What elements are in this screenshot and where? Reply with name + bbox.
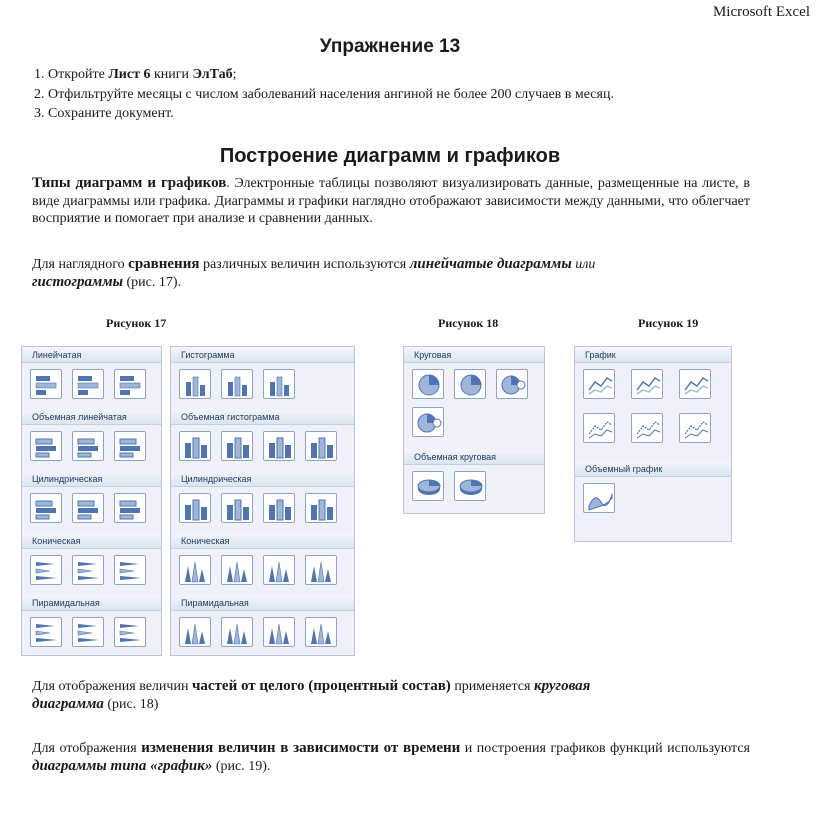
step-1: 1. Откройте Лист 6 книги ЭлТаб; [34,67,237,82]
fig18-pie-group-label: Круговая [404,347,544,363]
fig17-bar-bar-chart-icon[interactable] [30,369,62,399]
fig17-bar-bar-chart-icon[interactable] [72,369,104,399]
fig18-pie-pie3d-chart-icon[interactable] [454,471,486,501]
figure-19-caption: Рисунок 19 [638,316,699,330]
paragraph-line: Для отображения изменения величин в зависимости от времени и построения графиков функций используются диаграммы типа «график» (рис. 19). [32,740,750,774]
fig17-column-col3-chart-icon[interactable] [221,493,253,523]
fig19-line-group-label: Объемный график [575,461,731,477]
fig17-column-col3-chart-icon[interactable] [221,431,253,461]
fig17-bar-bar3-chart-icon[interactable] [114,493,146,523]
fig17-column-cone-chart-icon[interactable] [179,617,211,647]
fig17-bar-cone-h-chart-icon[interactable] [30,617,62,647]
fig17-bar-group-label: Пирамидальная [22,595,161,611]
paragraph-comparison: Для наглядного сравнения различных величин используются линейчатые диаграммы или гистограммы (рис. 17). [32,256,596,290]
fig17-bar-cone-h-chart-icon[interactable] [72,617,104,647]
fig17-column-cone-chart-icon[interactable] [263,555,295,585]
fig17-bar-bar3-chart-icon[interactable] [72,493,104,523]
fig17-bar-cone-h-chart-icon[interactable] [30,555,62,585]
fig17-bar-group-label: Линейчатая [22,347,161,363]
fig17-bar-bar3-chart-icon[interactable] [114,431,146,461]
fig17-bar-group-label: Объемная линейчатая [22,409,161,425]
figure-17-caption: Рисунок 17 [106,316,167,330]
fig17-column-cone-chart-icon[interactable] [221,555,253,585]
fig17-column-cone-chart-icon[interactable] [263,617,295,647]
fig18-pie-pie-chart-icon[interactable] [412,369,444,399]
fig17-column-group-label: Коническая [171,533,354,549]
fig17-column-col-chart-icon[interactable] [221,369,253,399]
fig17-column-cone-chart-icon[interactable] [179,555,211,585]
fig19-line-linem-chart-icon[interactable] [679,413,711,443]
fig17-bar-cone-h-chart-icon[interactable] [114,617,146,647]
fig19-line-line-chart-icon[interactable] [631,369,663,399]
paragraph-pie: Для отображения величин частей от целого (процентный состав) применяется круговая диаграмма (рис. 18) [32,678,591,712]
fig19-line-linem-chart-icon[interactable] [631,413,663,443]
figure-17-bar-panel [21,346,162,656]
fig17-column-col-chart-icon[interactable] [179,369,211,399]
fig17-column-col3-chart-icon[interactable] [263,431,295,461]
fig19-line-group-label: График [575,347,731,363]
section-title: Построение диаграмм и графиков [219,145,561,167]
exercise-title: Упражнение 13 [319,36,461,57]
fig17-column-group-label: Пирамидальная [171,595,354,611]
fig17-column-col3-chart-icon[interactable] [305,493,337,523]
fig17-bar-bar-chart-icon[interactable] [114,369,146,399]
figure-18-caption: Рисунок 18 [438,316,499,330]
fig17-column-col3-chart-icon[interactable] [179,493,211,523]
fig19-line-line3d-chart-icon[interactable] [583,483,615,513]
fig17-bar-bar3-chart-icon[interactable] [30,493,62,523]
fig17-column-col3-chart-icon[interactable] [305,431,337,461]
fig17-column-col-chart-icon[interactable] [263,369,295,399]
fig17-bar-cone-h-chart-icon[interactable] [114,555,146,585]
fig17-bar-cone-h-chart-icon[interactable] [72,555,104,585]
fig19-line-line-chart-icon[interactable] [679,369,711,399]
fig17-column-cone-chart-icon[interactable] [305,555,337,585]
fig18-pie-pie2-chart-icon[interactable] [496,369,528,399]
fig17-column-cone-chart-icon[interactable] [221,617,253,647]
fig17-bar-bar3-chart-icon[interactable] [30,431,62,461]
fig17-column-group-label: Объемная гистограмма [171,409,354,425]
fig19-line-line-chart-icon[interactable] [583,369,615,399]
step-2: 2. Отфильтруйте месяцы с числом заболеваний населения ангиной не более 200 случаев в месяц. [34,87,614,102]
fig18-pie-pie3d-chart-icon[interactable] [412,471,444,501]
fig17-column-cone-chart-icon[interactable] [305,617,337,647]
figure-17-column-panel [170,346,355,656]
fig17-bar-group-label: Цилиндрическая [22,471,161,487]
fig17-bar-group-label: Коническая [22,533,161,549]
fig18-pie-pie2-chart-icon[interactable] [412,407,444,437]
fig18-pie-group-label: Объемная круговая [404,449,544,465]
fig17-column-col3-chart-icon[interactable] [179,431,211,461]
paragraph-types: Типы диаграмм и графиков. Электронные таблицы позволяют визуализировать данные, размещенные на листе, в виде диаграммы или графика. Диаграммы и графики наглядно отображают зависимости между данными, что облегчает восприятие и помогает при анализе и сравнении данных. [32,175,750,226]
fig17-column-group-label: Гистограмма [171,347,354,363]
fig17-column-col3-chart-icon[interactable] [263,493,295,523]
fig17-column-group-label: Цилиндрическая [171,471,354,487]
fig19-line-linem-chart-icon[interactable] [583,413,615,443]
fig17-bar-bar3-chart-icon[interactable] [72,431,104,461]
app-name: Microsoft Excel [712,4,810,20]
figure-18-pie-panel [403,346,545,514]
fig18-pie-pie-chart-icon[interactable] [454,369,486,399]
step-3: 3. Сохраните документ. [34,106,174,121]
figure-19-line-panel [574,346,732,542]
